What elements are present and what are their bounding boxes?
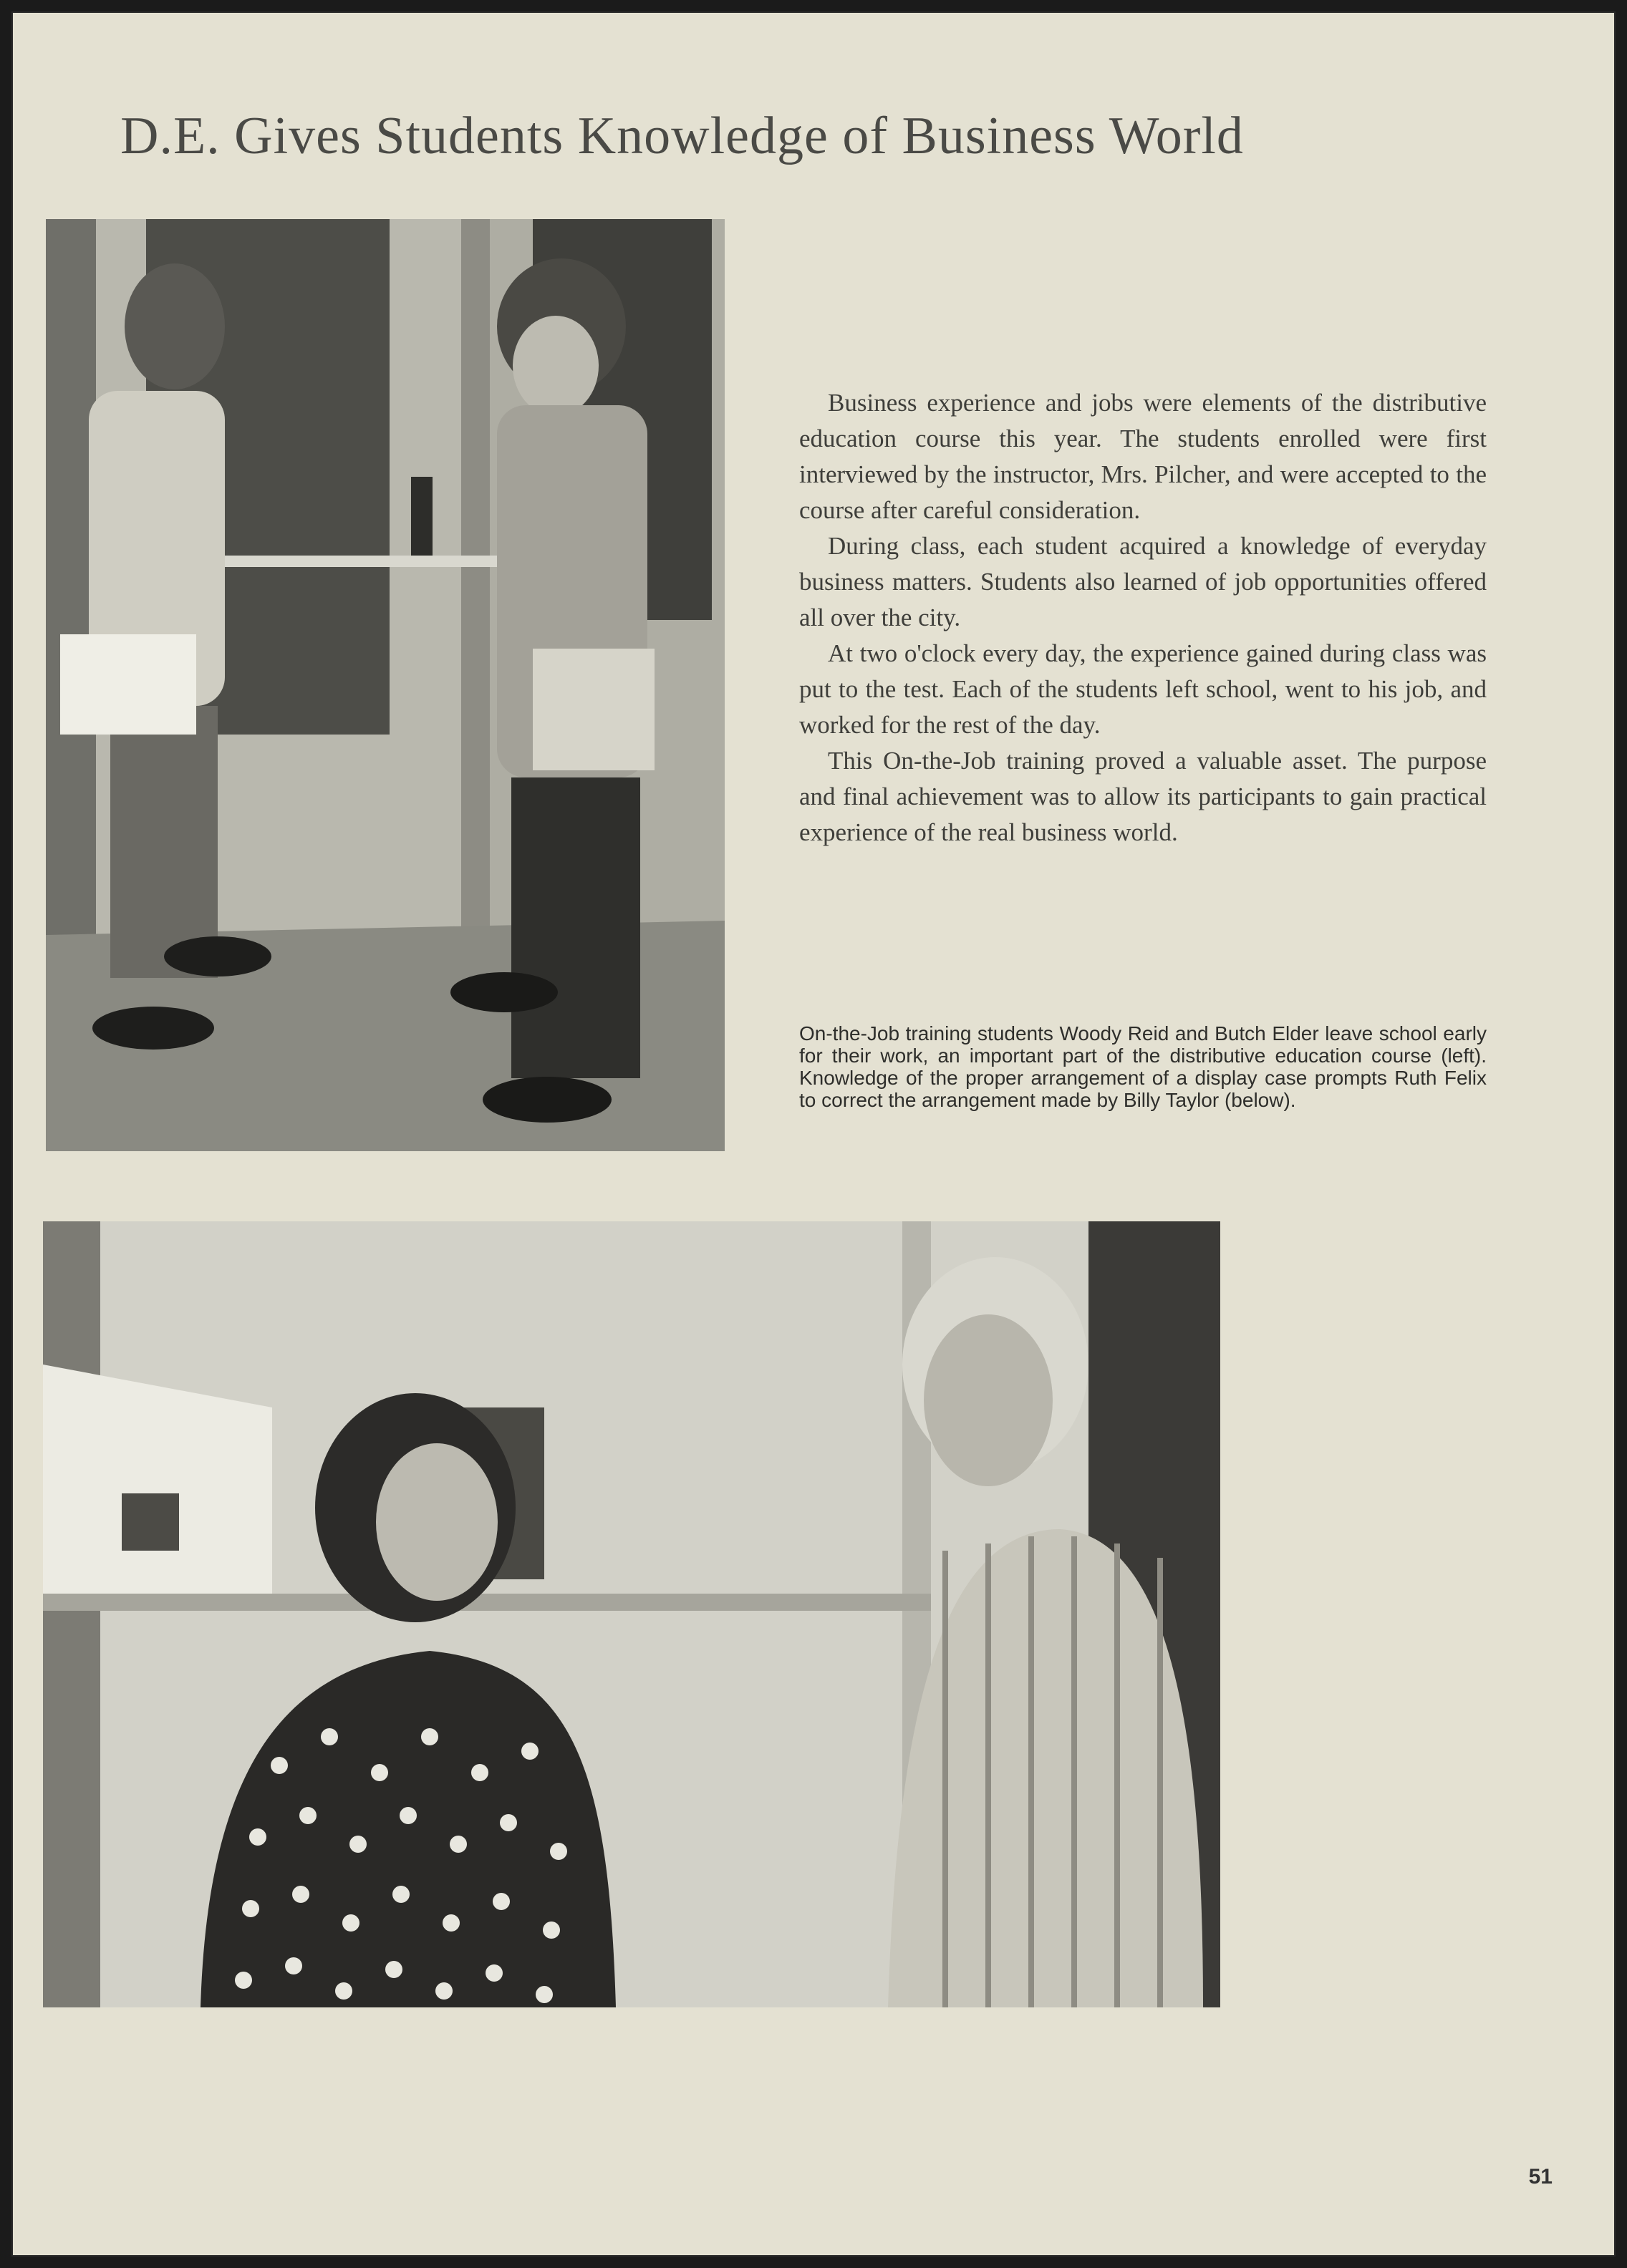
photo-display-case: [43, 1221, 1220, 2007]
page-title: D.E. Gives Students Knowledge of Business World: [120, 107, 1244, 165]
yearbook-page: [11, 11, 1616, 2257]
article-body: [799, 385, 1487, 850]
article-paragraph: Business experience and jobs were elements of the distributive education course this year. The students enrolled were first interviewed by the instructor, Mrs. Pilcher, and were accepted to the course after careful consideration.: [799, 389, 1487, 524]
photo-students-at-door: [46, 219, 725, 1151]
page-number: 51: [1528, 2165, 1553, 2189]
article-paragraph: This On-the-Job training proved a valuable asset. The purpose and final achievement was to allow its participants to gain practical experience of the real business world.: [799, 747, 1487, 846]
article-paragraph: At two o'clock every day, the experience gained during class was put to the test. Each of the students left school, went to his job, and worked for the rest of the day.: [799, 639, 1487, 739]
photo-caption: On-the-Job training students Woody Reid and Butch Elder leave school early for their work, an important part of the distributive education course (left). Knowledge of the proper arrangement of a display case prompts Ruth Felix to correct the arrangement made by Billy Taylor (below).: [799, 1022, 1487, 1111]
article-paragraph: During class, each student acquired a knowledge of everyday business matters. Students also learned of job opportunities offered all over the city.: [799, 532, 1487, 631]
